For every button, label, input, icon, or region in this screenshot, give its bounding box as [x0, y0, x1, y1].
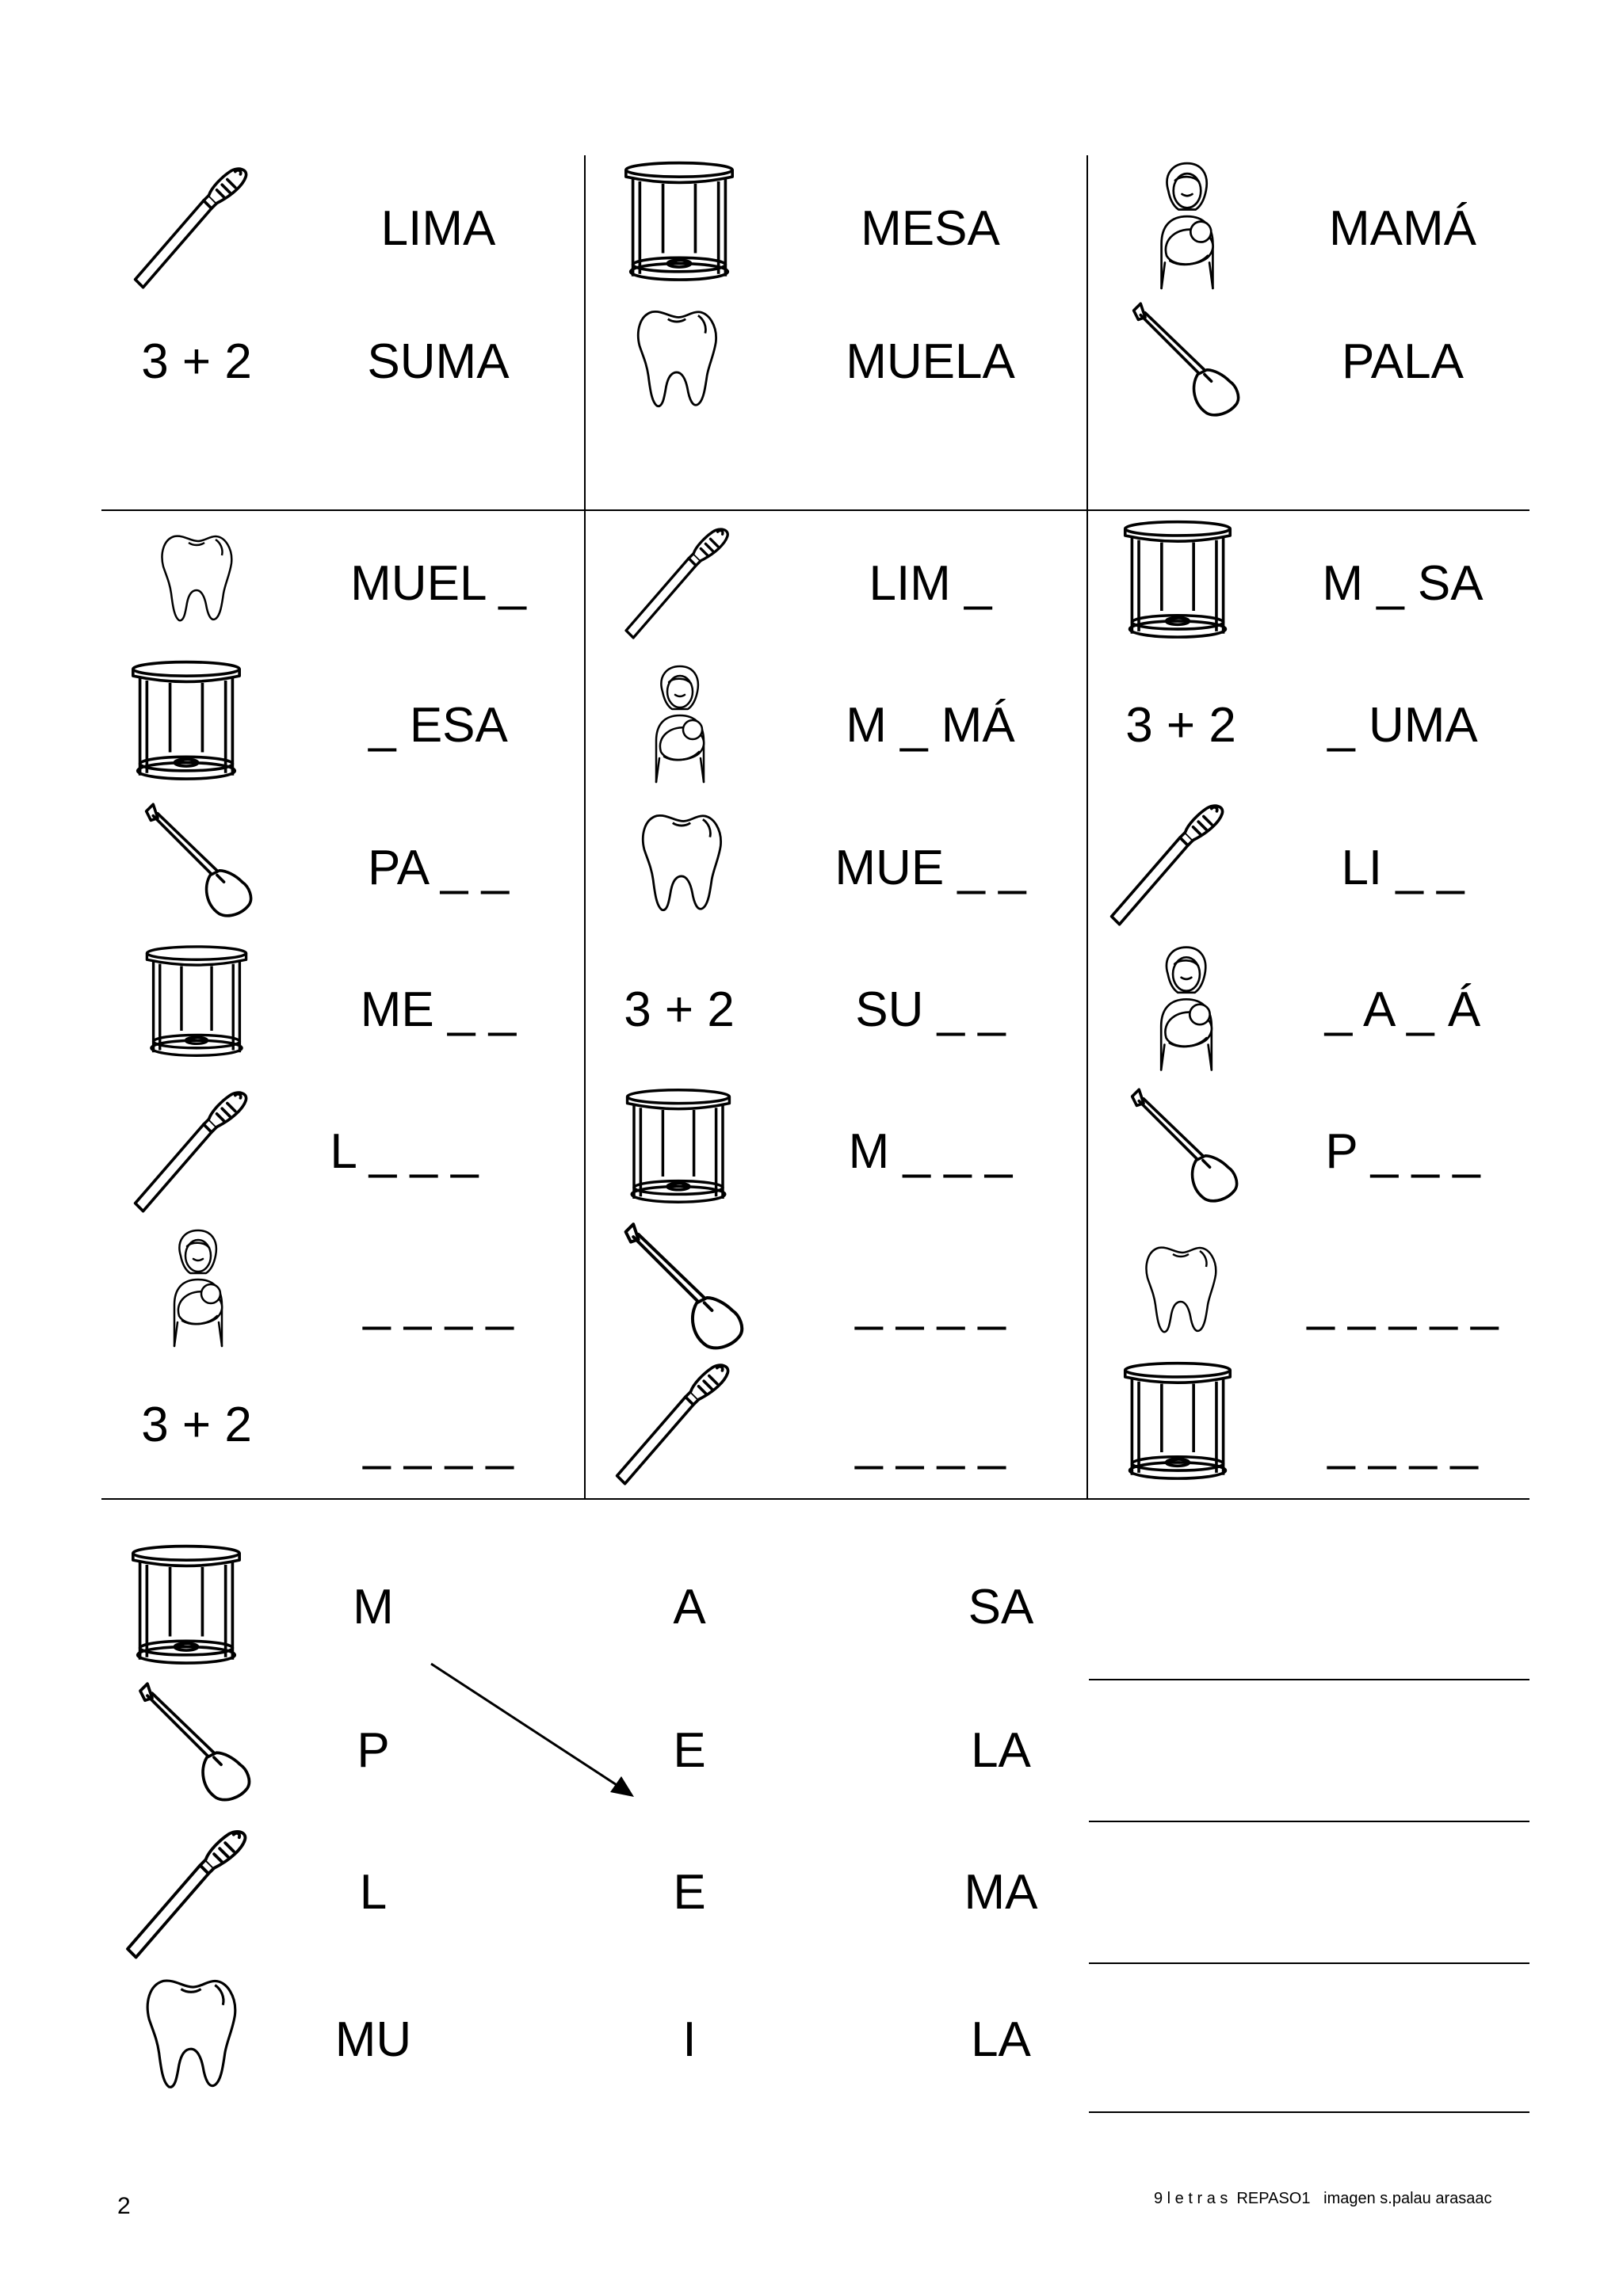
word-blank-label: L _ _ _	[330, 1124, 479, 1179]
syllable-middle[interactable]: I	[682, 2012, 697, 2067]
divider-horizontal-2	[101, 1498, 1529, 1500]
divider-vertical-2	[1086, 155, 1088, 1499]
word-blank-label: LI _ _	[1341, 841, 1465, 895]
mother-with-baby-icon	[640, 662, 720, 786]
word-label: LIMA	[380, 201, 496, 256]
footer-credit: 9 l e t r a s REPASO1 imagen s.palau arasaac	[1154, 2190, 1492, 2207]
answer-line[interactable]	[1089, 1962, 1529, 1964]
sum-icon-text: 3 + 2	[1125, 698, 1236, 753]
word-blank-label: MUE _ _	[834, 841, 1026, 895]
word-blank-label: _ ESA	[369, 698, 508, 753]
syllable-last[interactable]: LA	[971, 1723, 1031, 1778]
example-arrow-icon	[420, 1656, 642, 1806]
word-label: MAMÁ	[1329, 201, 1476, 256]
syllable-last[interactable]: LA	[971, 2012, 1031, 2067]
answer-line[interactable]	[1089, 2111, 1529, 2113]
molar-tooth-icon	[632, 303, 721, 414]
word-blank-label: LIM _	[869, 556, 992, 611]
mother-with-baby-icon	[158, 1225, 238, 1352]
table-icon	[1121, 517, 1235, 648]
syllable-first[interactable]: M	[353, 1580, 394, 1634]
table-icon	[128, 1542, 244, 1673]
page-number: 2	[117, 2193, 131, 2219]
answer-line[interactable]	[1089, 1821, 1529, 1822]
syllable-middle[interactable]: E	[673, 1723, 706, 1778]
syllable-last[interactable]: MA	[964, 1865, 1038, 1920]
file-tool-icon	[120, 1821, 263, 1960]
word-blank-label: M _ MÁ	[846, 698, 1015, 753]
word-label: PALA	[1342, 334, 1464, 389]
word-blank-label: PA _ _	[367, 841, 510, 895]
file-tool-icon	[610, 1355, 745, 1486]
table-icon	[143, 941, 250, 1066]
syllable-first[interactable]: P	[357, 1723, 390, 1778]
syllable-first[interactable]: L	[359, 1865, 388, 1920]
syllable-middle[interactable]: E	[673, 1865, 706, 1920]
answer-line[interactable]	[1089, 1679, 1529, 1680]
molar-tooth-icon	[157, 528, 236, 627]
file-tool-icon	[618, 520, 745, 640]
syllable-middle[interactable]: A	[673, 1580, 706, 1634]
shovel-icon	[133, 1681, 252, 1806]
word-label: MESA	[861, 201, 1000, 256]
word-blank-label: _ _ _ _	[363, 1416, 514, 1470]
molar-tooth-icon	[1141, 1239, 1220, 1339]
word-label: SUMA	[367, 334, 510, 389]
molar-tooth-icon	[637, 807, 726, 917]
shovel-icon	[1125, 1087, 1239, 1207]
mother-with-baby-icon	[1144, 944, 1228, 1073]
divider-vertical-1	[584, 155, 586, 1499]
table-icon	[128, 658, 244, 789]
word-label: MUELA	[846, 334, 1015, 389]
syllable-first[interactable]: MU	[334, 2012, 412, 2067]
table-icon	[623, 1085, 734, 1212]
word-blank-label: _ _ _ _	[855, 1416, 1006, 1470]
table-icon	[1121, 1358, 1235, 1489]
sum-icon-text: 3 + 2	[141, 1398, 252, 1452]
file-tool-icon	[128, 1082, 263, 1214]
table-icon	[621, 158, 737, 290]
word-blank-label: _ A _ Á	[1324, 982, 1481, 1037]
molar-tooth-icon	[141, 1966, 241, 2100]
file-tool-icon	[128, 158, 263, 290]
word-blank-label: M _ SA	[1322, 556, 1484, 611]
word-blank-label: _ _ _ _	[1327, 1416, 1478, 1470]
word-blank-label: P _ _ _	[1325, 1124, 1480, 1179]
sum-icon-text: 3 + 2	[141, 334, 252, 389]
word-blank-label: ME _ _	[360, 982, 517, 1037]
shovel-icon	[139, 802, 254, 922]
word-blank-label: _ _ _ _	[855, 1276, 1006, 1331]
mother-with-baby-icon	[1144, 162, 1230, 290]
shovel-icon	[1127, 301, 1241, 421]
word-blank-label: _ _ _ _ _	[1307, 1276, 1499, 1331]
file-tool-icon	[1105, 795, 1239, 927]
divider-horizontal-1	[101, 509, 1529, 511]
word-blank-label: M _ _ _	[848, 1124, 1013, 1179]
syllable-last[interactable]: SA	[968, 1580, 1034, 1634]
word-blank-label: _ _ _ _	[363, 1276, 514, 1331]
sum-icon-text: 3 + 2	[624, 982, 735, 1037]
word-blank-label: MUEL _	[350, 556, 526, 611]
shovel-icon	[618, 1222, 745, 1355]
word-blank-label: _ UMA	[1327, 698, 1478, 753]
word-blank-label: SU _ _	[855, 982, 1006, 1037]
